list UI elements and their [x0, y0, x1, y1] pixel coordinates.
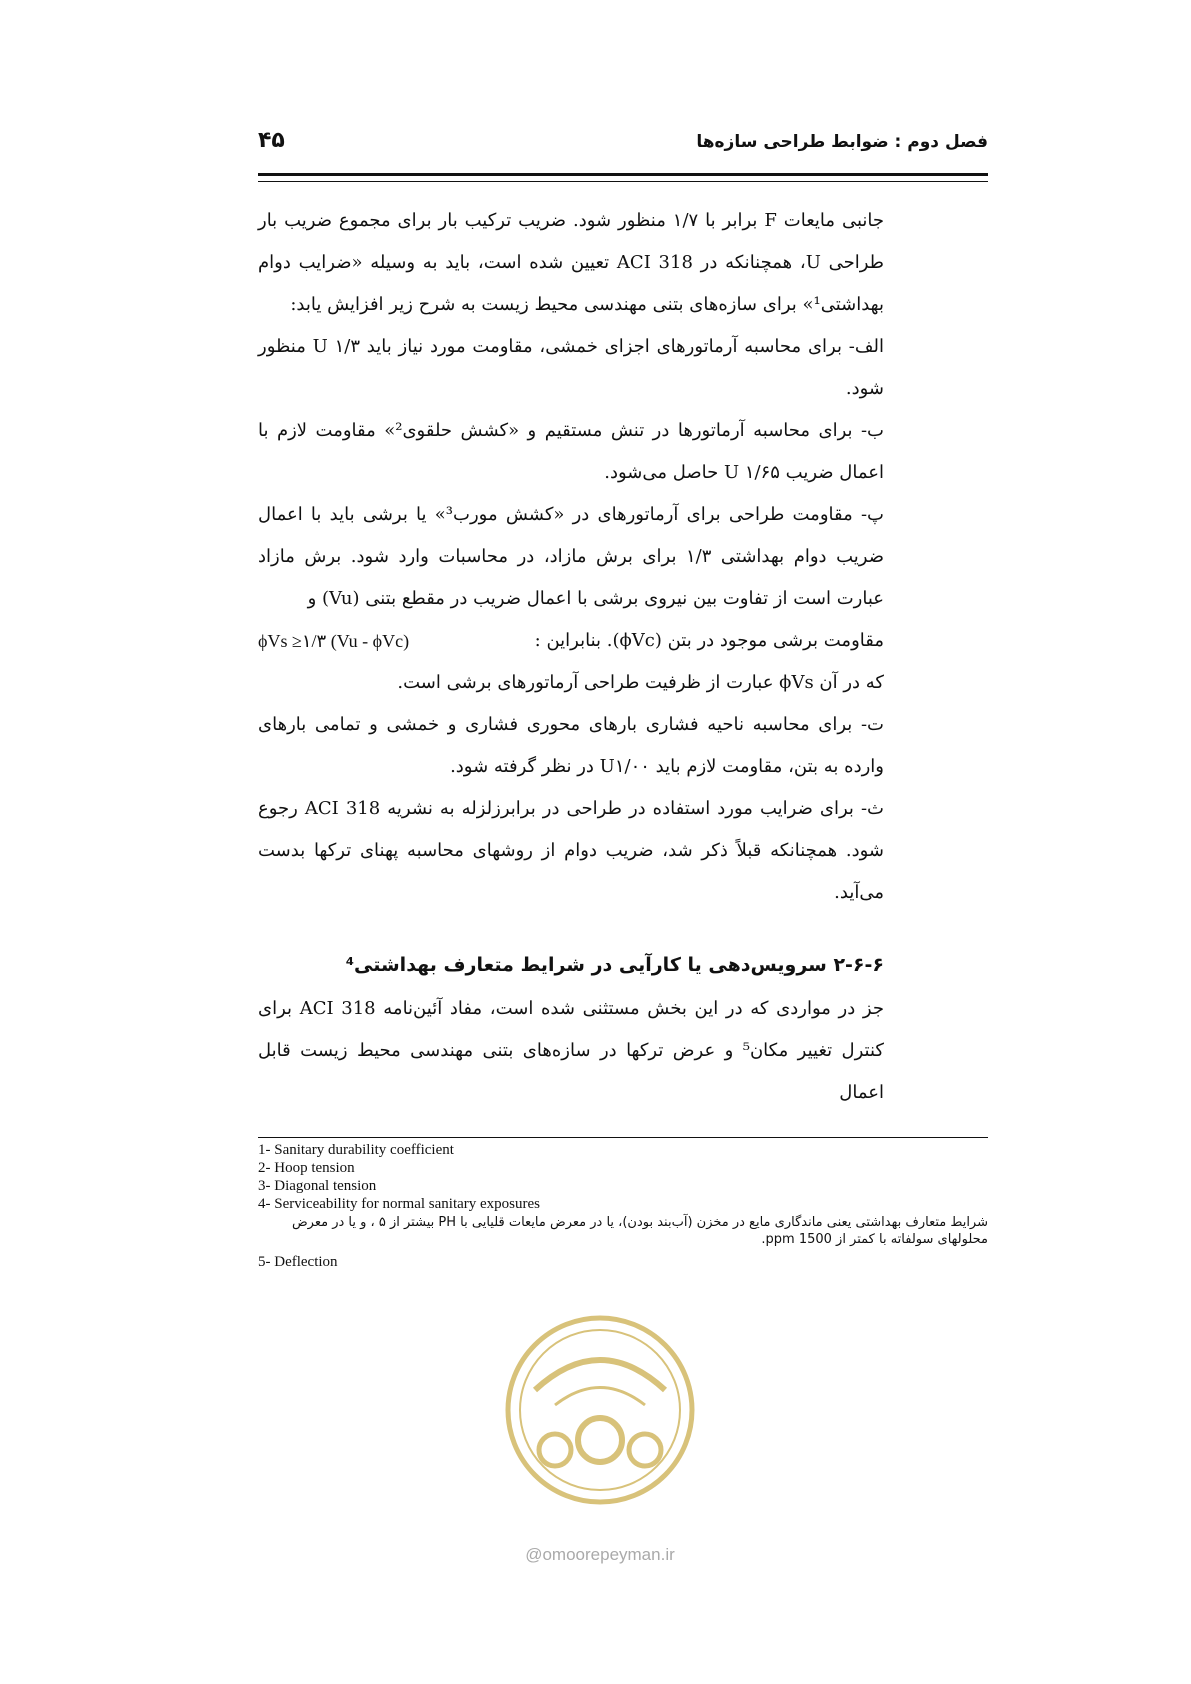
paragraph: که در آن ϕVs عبارت از ظرفیت طراحی آرماتورهای برشی است. — [397, 672, 884, 693]
footnote-4-persian: شرایط متعارف بهداشتی یعنی ماندگاری مایع در مخزن (آب‌بند بودن)، یا در معرض مایعات قلیایی با PH بیشتر از ۵ ، و یا در معرض محلولهای سولفاته با کمتر از 1500 ppm. — [291, 1215, 988, 1247]
footnote-5: 5- Deflection — [258, 1254, 338, 1270]
header-rule-thin — [258, 181, 988, 182]
equation-formula: ϕVs ≥۱/۳ (Vu - ϕVc) — [258, 631, 410, 651]
equation-line — [258, 620, 884, 662]
equation-text: مقاومت برشی موجود در بتن (ϕVc). بنابراین : — [534, 630, 884, 651]
footnote-4: 4- Serviceability for normal sanitary exposures — [258, 1196, 540, 1212]
item-pe: پ- مقاومت طراحی برای آرماتورهای در «کشش مورب³» یا برشی باید با اعمال ضریب دوام بهداشتی ۱/۳ برای برش مازاد، در محاسبات وارد شود. برش مازاد عبارت است از تفاوت بین نیروی برشی با اعمال ضریب در مقطع بتنی (Vu) و — [258, 504, 884, 609]
main-text — [258, 200, 884, 1114]
page-number: ۴۵ — [258, 128, 285, 153]
footnote-3: 3- Diagonal tension — [258, 1178, 377, 1194]
item-alef: الف- برای محاسبه آرماتورهای اجزای خمشی، مقاومت مورد نیاز باید U ۱/۳ منظور شود. — [258, 336, 884, 399]
footnote-1: 1- Sanitary durability coefficient — [258, 1142, 454, 1158]
footnote-2: 2- Hoop tension — [258, 1160, 355, 1176]
header-rule-thick — [258, 173, 988, 176]
footnote-rule — [258, 1137, 988, 1138]
item-be: ب- برای محاسبه آرماتورها در تنش مستقیم و «کشش حلقوی²» مقاومت لازم با اعمال ضریب U ۱/۶۵ حاصل می‌شود. — [258, 420, 885, 483]
watermark-url: @omoorepeyman.ir — [525, 1545, 675, 1564]
chapter-title: فصل دوم : ضوابط طراحی سازه‌ها — [696, 132, 988, 152]
paragraph: جانبی مایعات F برابر با ۱/۷ منظور شود. ضریب ترکیب بار برای مجموع ضریب بار طراحی U، همچنانکه در ACI 318 تعیین شده است، باید به وسیله «ضرایب دوام بهداشتی¹» برای سازه‌های بتنی مهندسی محیط زیست به شرح زیر افزایش یابد: — [258, 210, 884, 315]
page-header — [258, 128, 988, 162]
item-se: ث- برای ضرایب مورد استفاده در طراحی در برابرزلزله به نشریه ACI 318 رجوع شود. همچنانکه قبلاً ذکر شد، ضریب دوام از روشهای محاسبه پهنای ترکها بدست می‌آید. — [258, 798, 884, 903]
item-te: ت- برای محاسبه ناحیه فشاری بارهای محوری فشاری و خمشی و تمامی بارهای وارده به بتن، مقاومت لازم باید U۱/۰۰ در نظر گرفته شود. — [258, 714, 884, 777]
watermark-seal-icon — [495, 1310, 705, 1510]
section-heading: ۲-۶-۶ سرویس‌دهی یا کارآیی در شرایط متعارف بهداشتی⁴ — [345, 954, 884, 976]
section-paragraph: جز در مواردی که در این بخش مستثنی شده است، مفاد آئین‌نامه ACI 318 برای کنترل تغییر مکان⁵ و عرض ترکها در سازه‌های بتنی مهندسی محیط زیست قابل اعمال — [258, 998, 884, 1103]
